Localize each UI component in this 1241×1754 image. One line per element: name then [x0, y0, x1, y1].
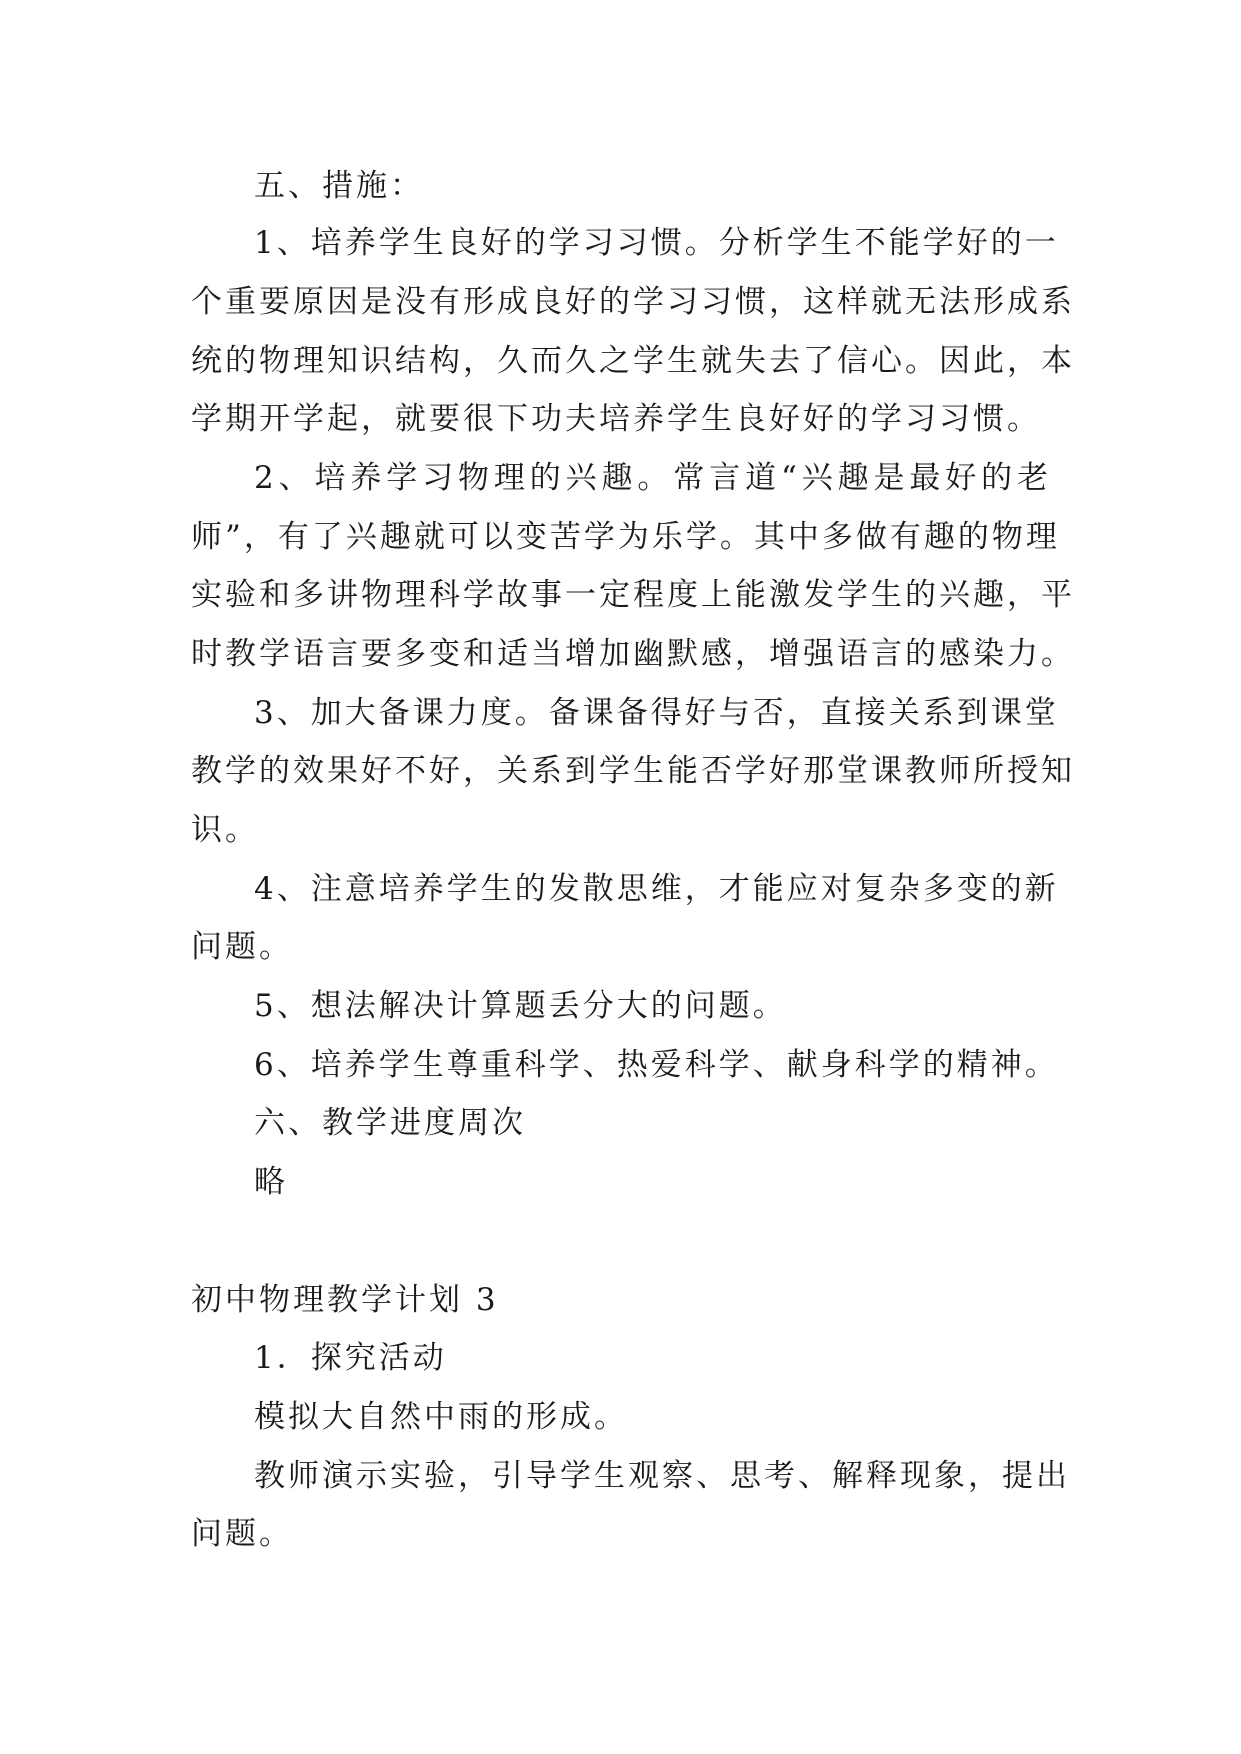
paragraph-line: 略 [254, 1164, 288, 1200]
paragraph-line: 问题。 [191, 1516, 293, 1552]
paragraph-line: 时教学语言要多变和适当增加幽默感，增强语言的感染力。 [191, 636, 1075, 672]
paragraph-line: 模拟大自然中雨的形成。 [254, 1399, 628, 1435]
paragraph-line: 1、培养学生良好的学习习惯。分析学生不能学好的一 [254, 225, 1059, 261]
paragraph-line: 5、想法解决计算题丢分大的问题。 [254, 988, 787, 1024]
document-title: 初中物理教学计划 3 [191, 1282, 499, 1318]
paragraph-line: 教学的效果好不好，关系到学生能否学好那堂课教师所授知 [191, 753, 1075, 789]
paragraph-line: 2、培养学习物理的兴趣。常言道“兴趣是最好的老 [254, 460, 1051, 496]
paragraph-line: 实验和多讲物理科学故事一定程度上能激发学生的兴趣，平 [191, 577, 1075, 613]
paragraph-line: 3、加大备课力度。备课备得好与否，直接关系到课堂 [254, 695, 1059, 731]
paragraph-line: 统的物理知识结构，久而久之学生就失去了信心。因此，本 [191, 343, 1075, 379]
paragraph-line: 4、注意培养学生的发散思维，才能应对复杂多变的新 [254, 871, 1059, 907]
paragraph-line: 教师演示实验，引导学生观察、思考、解释现象，提出 [254, 1458, 1070, 1494]
paragraph-line: 师”，有了兴趣就可以变苦学为乐学。其中多做有趣的物理 [191, 519, 1060, 555]
paragraph-line: 个重要原因是没有形成良好的学习习惯，这样就无法形成系 [191, 284, 1075, 320]
paragraph-line: 6、培养学生尊重科学、热爱科学、献身科学的精神。 [254, 1047, 1059, 1083]
section-heading-measures: 五、措施： [254, 168, 424, 204]
section-heading-schedule: 六、教学进度周次 [254, 1105, 526, 1141]
paragraph-line: 问题。 [191, 929, 293, 965]
subheading: 1．探究活动 [254, 1340, 447, 1376]
paragraph-line: 学期开学起，就要很下功夫培养学生良好好的学习习惯。 [191, 401, 1041, 437]
paragraph-line: 识。 [191, 812, 259, 848]
